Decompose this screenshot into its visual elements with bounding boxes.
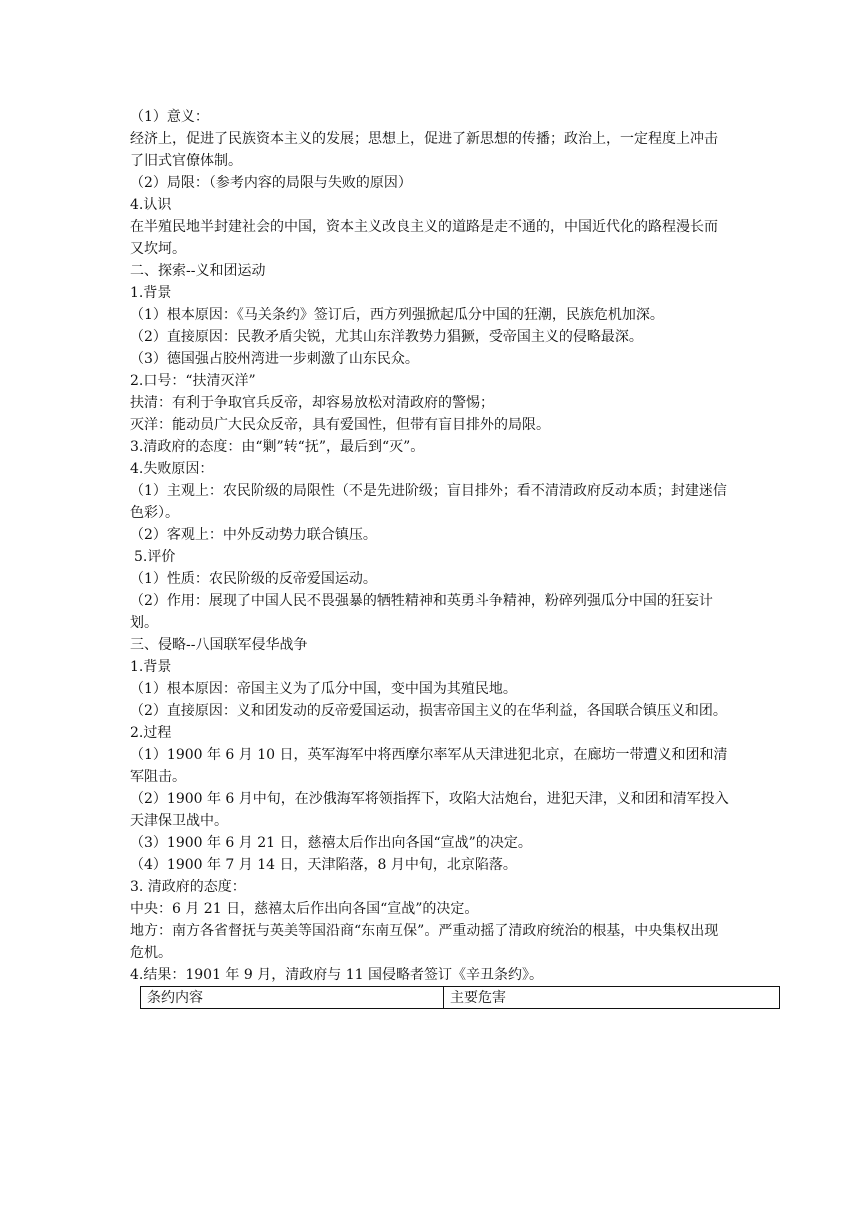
text-line: （1）性质：农民阶级的反帝爱国运动。: [130, 571, 377, 587]
treaty-table: [140, 986, 780, 1009]
text-line: （2）1900 年 6 月中旬，在沙俄海军将领指挥下，攻陷大沽炮台，进犯天津，义和团和清军投入天津保卫战中。: [130, 791, 729, 829]
text-line: 经济上，促进了民族资本主义的发展；思想上，促进了新思想的传播；政治上，一定程度上冲击了旧式官僚体制。: [130, 131, 718, 169]
text-line: （3）1900 年 6 月 21 日，慈禧太后作出向各国“宣战”的决定。: [130, 835, 532, 851]
text-line: 在半殖民地半封建社会的中国，资本主义改良主义的道路是走不通的，中国近代化的路程漫长而又坎坷。: [130, 219, 718, 257]
text-line: （2）作用：展现了中国人民不畏强暴的牺牲精神和英勇斗争精神，粉碎列强瓜分中国的狂妄计划。: [130, 593, 713, 631]
section-subheading: 4.结果：1901 年 9 月，清政府与 11 国侵略者签订《辛丑条约》。: [130, 967, 543, 983]
text-line: （1）根本原因：《马关条约》签订后，西方列强掀起瓜分中国的狂潮，民族危机加深。: [130, 307, 664, 323]
section-heading: 二、探索--义和团运动: [130, 263, 266, 279]
document-body: [130, 106, 730, 1009]
section-subheading: 4.失败原因：: [130, 461, 214, 477]
section-subheading: 3. 清政府的态度：: [130, 879, 246, 895]
text-line: （1）根本原因：帝国主义为了瓜分中国，变中国为其殖民地。: [130, 681, 517, 697]
section-subheading: 2.口号：“扶清灭洋”: [130, 373, 256, 389]
text-line: 中央：6 月 21 日，慈禧太后作出向各国“宣战”的决定。: [130, 901, 479, 917]
table-header-cell: 条约内容: [141, 987, 444, 1009]
text-line: （2）局限：（参考内容的局限与失败的原因）: [130, 175, 412, 191]
section-subheading: 3.清政府的态度：由“剿”转“抚”，最后到“灭”。: [130, 439, 425, 455]
section-subheading: 1.背景: [130, 659, 172, 675]
section-subheading: 4.认识: [130, 197, 172, 213]
table-header-cell: 主要危害: [444, 987, 780, 1009]
text-line: 扶清：有利于争取官兵反帝，却容易放松对清政府的警惕；: [130, 395, 494, 411]
text-line: （2）直接原因：民教矛盾尖锐，尤其山东洋教势力猖獗，受帝国主义的侵略最深。: [130, 329, 643, 345]
text-line: （3）德国强占胶州湾进一步刺激了山东民众。: [130, 351, 419, 367]
text-line: （1）1900 年 6 月 10 日，英军海军中将西摩尔率军从天津进犯北京，在廊坊一带遭义和团和清军阻击。: [130, 747, 728, 785]
text-line: （4）1900 年 7 月 14 日，天津陷落，8 月中旬，北京陷落。: [130, 857, 517, 873]
text-line: （2）直接原因：义和团发动的反帝爱国运动，损害帝国主义的在华利益，各国联合镇压义和团。: [130, 703, 727, 719]
text-line: （1）主观上：农民阶级的局限性（不是先进阶级；盲目排外；看不清清政府反动本质；封建迷信色彩）。: [130, 483, 727, 521]
table-header-row: [141, 987, 780, 1009]
section-subheading: 5.评价: [134, 549, 176, 565]
text-line: 地方：南方各省督抚与英美等国沿商“东南互保”。严重动摇了清政府统治的根基，中央集权出现危机。: [130, 923, 719, 961]
section-subheading: 1.背景: [130, 285, 172, 301]
text-line: （1）意义：: [130, 109, 209, 125]
text-line: 灭洋：能动员广大民众反帝，具有爱国性，但带有盲目排外的局限。: [130, 417, 550, 433]
text-line: （2）客观上：中外反动势力联合镇压。: [130, 527, 377, 543]
section-heading: 三、侵略--八国联军侵华战争: [130, 637, 308, 653]
section-subheading: 2.过程: [130, 725, 172, 741]
